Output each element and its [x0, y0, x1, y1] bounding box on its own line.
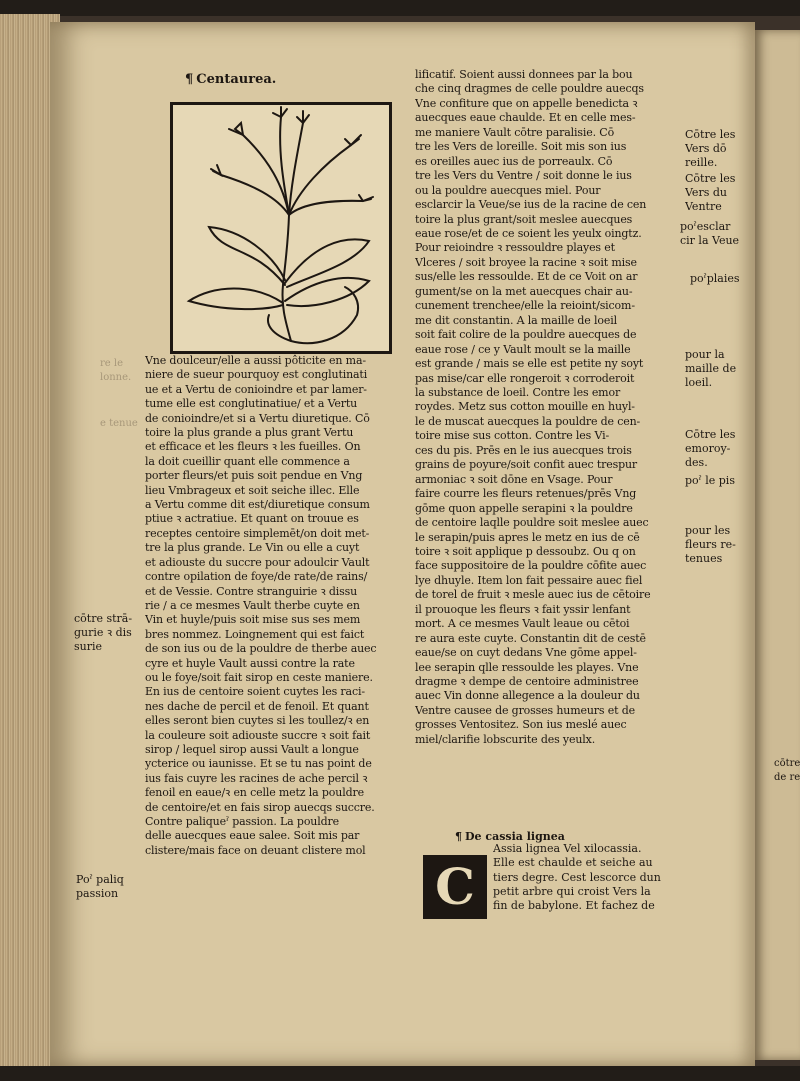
- margin-note-paliq: Poˀ paliq passion: [76, 873, 124, 900]
- left-text-column: Vne doulceur/elle a aussi pôticite en ma- niere de sueur pourquoy est conglutinati ue et a Vertu de conioindre et par lamer- tume elle est conglutinatiue/ et a Vertu de conioindre/et si a Vertu diuretique. Cō toire la plus grande a plus grant Vertu et efficace et les fleurs ꝛ les fueilles. On la doit cueillir quant elle commence a porter fleurs/et puis soit pendue en Vng lieu Vmbrageux et soit seiche illec. Elle a Vertu comme dit est/diuretique consum ptiue ꝛ actratiue. Et quant on trouue es receptes centoire simplemēt/on doit met- tre la plus grande. Le Vin ou elle a cuyt et adiouste du succre pour adoulcir Vault contre opilation de foye/de rate/de rains/ et de Vessie. Contre stranguirie ꝛ dissu rie / a ce mesmes Vault therbe cuyte en Vin et huyle/puis soit mise sus ses mem bres nommez. Loingnement qui est faict de son ius ou de la pouldre de therbe auec cyre et huyle Vault aussi contre la rate ou le foye/soit fait sirop en ceste maniere. En ius de centoire soient cuytes les raci- nes dache de percil et de fenoil. Et quant elles seront bien cuytes si les toullez/ꝛ en la couleure soit adiouste succre ꝛ soit fait sirop / lequel sirop aussi Vault a longue ycterice ou iaunisse. Et se tu nas point de ius fais cuyre les racines de ache percil ꝛ fenoil en eaue/ꝛ en celle metz la pouldre de centoire/et en fais sirop auecqs succre. Contre paliqueˀ passion. La pouldre delle auecques eaue salee. Soit mis par clistere/mais face on deuant clistere mol: [145, 354, 377, 857]
- pilcrow-icon: ¶: [185, 72, 194, 87]
- pilcrow-icon: ¶: [455, 830, 462, 843]
- margin-note-plaies: poˀplaies: [690, 272, 740, 285]
- cassia-subheading: ¶ De cassia lignea: [455, 830, 565, 843]
- margin-note-stranguirie: cōtre strā- gurie ꝛ dis surie: [74, 612, 133, 653]
- margin-note-vers: Cōtre les Vers dō reille.: [685, 128, 736, 169]
- centaurea-woodcut-illustration: [170, 102, 392, 354]
- prev-page-fragment: re le lonne. e tenue: [100, 358, 138, 429]
- plant-illustration-icon: [173, 105, 389, 351]
- top-edge: [0, 0, 800, 16]
- decorated-initial: C: [423, 855, 487, 919]
- margin-note-veue: poˀesclar cir la Veue: [680, 220, 740, 247]
- margin-note-emoroydes: Cōtre les emoroy- des.: [685, 428, 736, 469]
- margin-note-maille: pour la maille de loeil.: [685, 348, 737, 389]
- margin-note-fleurs: pour les fleurs re- tenues: [685, 524, 736, 565]
- margin-note-pis: poˀ le pis: [685, 474, 735, 487]
- next-page-edge: [752, 30, 800, 1060]
- margin-note-ventre: Cōtre les Vers du Ventre: [685, 172, 736, 213]
- bottom-edge: [0, 1066, 800, 1081]
- next-page-fragment: cōtre de re: [774, 758, 800, 783]
- section-heading: ¶ Centaurea.: [185, 72, 277, 87]
- cassia-paragraph: Assia lignea Vel xilocassia. Elle est chaulde et seiche au tiers degre. Cest lescorce dun petit arbre qui croist Vers la fin de babylone. Et fachez de: [493, 842, 661, 913]
- right-text-column: lificatif. Soient aussi donnees par la bou che cinq dragmes de celle pouldre auecqs Vne confiture que on appelle benedicta ꝛ auecques eaue chaulde. Et en celle mes- me maniere Vault cōtre paralisie. Cō tre les Vers de loreille. Soit mis son ius es oreilles auec ius de porreaulx. Cō tre les Vers du Ventre / soit donne le ius ou la pouldre auecques miel. Pour esclarcir la Veue/se ius de la racine de cen toire la plus grant/soit meslee auecques eaue rose/et de ce soient les yeulx oingtz. Pour reioindre ꝛ ressouldre playes et Vlceres / soit broyee la racine ꝛ soit mise sus/elle les ressoulde. Et de ce Voit on ar gument/se on la met auecques chair au- cunement trenchee/elle la reioint/sicom- me dit constantin. A la maille de loeil soit fait colire de la pouldre auecques de eaue rose / ce y Vault moult se la maille est grande / mais se elle est petite ny soyt pas mise/car elle rongeroit ꝛ corroderoit la substance de loeil. Contre les emor roydes. Metz sus cotton mouille en huyl- le de muscat auecques la pouldre de cen- toire mise sus cotton. Contre les Vi- ces du pis. Prēs en le ius auecques trois grains de poyure/soit confit auec trespur armoniac ꝛ soit dōne en Vsage. Pour faire courre les fleurs retenues/prēs Vng gōme quon appelle serapini ꝛ la pouldre de centoire laqlle pouldre soit meslee auec le serapin/puis apres le metz en ius de cē toire ꝛ soit applique p dessoubz. Ou q on face suppositoire de la pouldre cōfite auec lye dhuyle. Item lon fait pessaire auec fiel de torel de fruit ꝛ mesle auec ius de cētoire il prouoque les fleurs ꝛ fait yssir lenfant mort. A ce mesmes Vault leaue ou cētoi re aura este cuyte. Constantin dit de cestē eaue/se on cuyt dedans Vne gōme appel- lee serapin qlle ressoulde les playes. Vne dragme ꝛ dempe de centoire administree auec Vin donne allegence a la douleur du Ventre causee de grosses humeurs et de grosses Ventositez. Son ius meslé auec miel/clarifie lobscurite des yeulx.: [415, 68, 651, 746]
